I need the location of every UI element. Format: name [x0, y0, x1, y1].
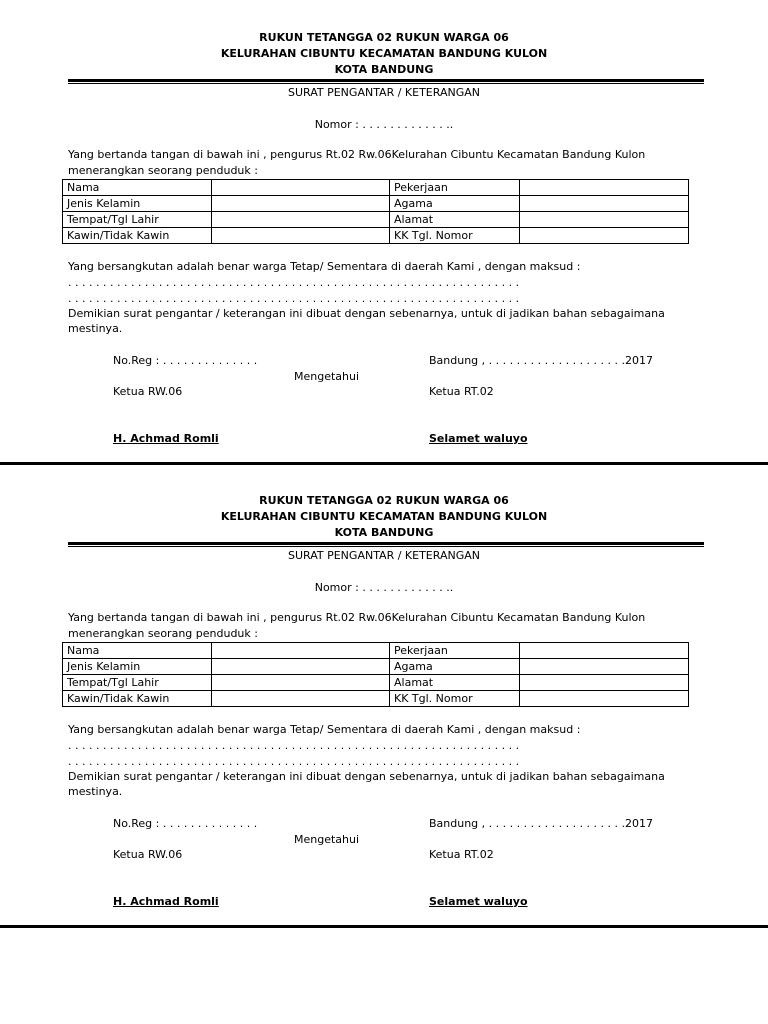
purpose-line: Yang bersangkutan adalah benar warga Tetap/ Sementara di daerah Kami , dengan maksud : [68, 260, 581, 273]
table-row [63, 212, 689, 228]
rt-chief-title: Ketua RT.02 [429, 385, 494, 398]
acknowledged-label: Mengetahui [294, 370, 360, 383]
table-value-cell [212, 228, 390, 244]
header-line-3: KOTA BANDUNG [334, 63, 434, 76]
rw-chief-title: Ketua RW.06 [113, 385, 183, 398]
table-label: Jenis Kelamin [63, 659, 212, 675]
header-rule-thin [68, 546, 704, 547]
table-row [63, 228, 689, 244]
document-number: Nomor : . . . . . . . . . . . . .. [314, 581, 454, 594]
form-copy-bottom [0, 463, 768, 926]
table-row [63, 691, 689, 707]
table-label: Nama [63, 180, 212, 196]
table-row [63, 196, 689, 212]
table-value-cell [520, 675, 689, 691]
table-value-cell [212, 196, 390, 212]
rt-chief-title: Ketua RT.02 [429, 848, 494, 861]
purpose-dots-2: . . . . . . . . . . . . . . . . . . . . . . . . . . . . . . . . . . . . . . . . . . . . . . . . . . . . . . . . . . . . . . . . . [68, 755, 520, 768]
table-label: Agama [390, 196, 520, 212]
closing-line-2: mestinya. [68, 322, 123, 335]
table-row [63, 643, 689, 659]
table-value-cell [212, 659, 390, 675]
copy-separator [0, 925, 768, 928]
table-label: Pekerjaan [390, 643, 520, 659]
table-label: KK Tgl. Nomor [390, 691, 520, 707]
purpose-dots-2: . . . . . . . . . . . . . . . . . . . . . . . . . . . . . . . . . . . . . . . . . . . . . . . . . . . . . . . . . . . . . . . . . [68, 292, 520, 305]
resident-table [62, 642, 689, 707]
table-row [63, 659, 689, 675]
header-rule [68, 542, 704, 545]
header-line-2: KELURAHAN CIBUNTU KECAMATAN BANDUNG KULON [220, 510, 548, 523]
table-label: Nama [63, 643, 212, 659]
document-title: SURAT PENGANTAR / KETERANGAN [287, 86, 480, 99]
rw-chief-title: Ketua RW.06 [113, 848, 183, 861]
resident-table [62, 179, 689, 244]
header-rule-thin [68, 83, 704, 84]
table-label: Tempat/Tgl Lahir [63, 212, 212, 228]
document-title: SURAT PENGANTAR / KETERANGAN [287, 549, 480, 562]
closing-line-2: mestinya. [68, 785, 123, 798]
form-copy-top [0, 0, 768, 463]
table-value-cell [520, 691, 689, 707]
table-row [63, 675, 689, 691]
header-line-1: RUKUN TETANGGA 02 RUKUN WARGA 06 [259, 494, 509, 507]
table-value-cell [212, 643, 390, 659]
table-label: Tempat/Tgl Lahir [63, 675, 212, 691]
purpose-dots-1: . . . . . . . . . . . . . . . . . . . . . . . . . . . . . . . . . . . . . . . . . . . . . . . . . . . . . . . . . . . . . . . . . [68, 276, 520, 289]
intro-line-1: Yang bertanda tangan di bawah ini , pengurus Rt.02 Rw.06Kelurahan Cibuntu Kecamatan Bandung Kulon [68, 148, 646, 161]
table-value-cell [520, 180, 689, 196]
document-number: Nomor : . . . . . . . . . . . . .. [314, 118, 454, 131]
rw-chief-name: H. Achmad Romli [113, 432, 219, 445]
header-line-1: RUKUN TETANGGA 02 RUKUN WARGA 06 [259, 31, 509, 44]
intro-line-2: menerangkan seorang penduduk : [68, 164, 258, 177]
closing-line-1: Demikian surat pengantar / keterangan ini dibuat dengan sebenarnya, untuk di jadikan bahan sebagaimana [68, 770, 665, 783]
table-value-cell [212, 180, 390, 196]
table-label: Jenis Kelamin [63, 196, 212, 212]
table-value-cell [212, 691, 390, 707]
table-label: Kawin/Tidak Kawin [63, 228, 212, 244]
acknowledged-label: Mengetahui [294, 833, 360, 846]
intro-line-2: menerangkan seorang penduduk : [68, 627, 258, 640]
table-label: Agama [390, 659, 520, 675]
table-value-cell [520, 643, 689, 659]
table-value-cell [520, 228, 689, 244]
rw-chief-name: H. Achmad Romli [113, 895, 219, 908]
table-value-cell [212, 212, 390, 228]
header-line-2: KELURAHAN CIBUNTU KECAMATAN BANDUNG KULON [220, 47, 548, 60]
table-label: Pekerjaan [390, 180, 520, 196]
rt-chief-name: Selamet waluyo [429, 895, 528, 908]
header-rule [68, 79, 704, 82]
rt-chief-name: Selamet waluyo [429, 432, 528, 445]
place-date: Bandung , . . . . . . . . . . . . . . . . . . . .2017 [429, 354, 654, 367]
header-line-3: KOTA BANDUNG [334, 526, 434, 539]
table-label: Alamat [390, 675, 520, 691]
table-value-cell [520, 196, 689, 212]
intro-line-1: Yang bertanda tangan di bawah ini , pengurus Rt.02 Rw.06Kelurahan Cibuntu Kecamatan Bandung Kulon [68, 611, 646, 624]
registration-number: No.Reg : . . . . . . . . . . . . . . [113, 354, 258, 367]
closing-line-1: Demikian surat pengantar / keterangan ini dibuat dengan sebenarnya, untuk di jadikan bahan sebagaimana [68, 307, 665, 320]
table-value-cell [520, 212, 689, 228]
table-label: KK Tgl. Nomor [390, 228, 520, 244]
table-value-cell [520, 659, 689, 675]
registration-number: No.Reg : . . . . . . . . . . . . . . [113, 817, 258, 830]
table-value-cell [212, 675, 390, 691]
place-date: Bandung , . . . . . . . . . . . . . . . . . . . .2017 [429, 817, 654, 830]
table-label: Alamat [390, 212, 520, 228]
purpose-line: Yang bersangkutan adalah benar warga Tetap/ Sementara di daerah Kami , dengan maksud : [68, 723, 581, 736]
table-row [63, 180, 689, 196]
table-label: Kawin/Tidak Kawin [63, 691, 212, 707]
purpose-dots-1: . . . . . . . . . . . . . . . . . . . . . . . . . . . . . . . . . . . . . . . . . . . . . . . . . . . . . . . . . . . . . . . . . [68, 739, 520, 752]
